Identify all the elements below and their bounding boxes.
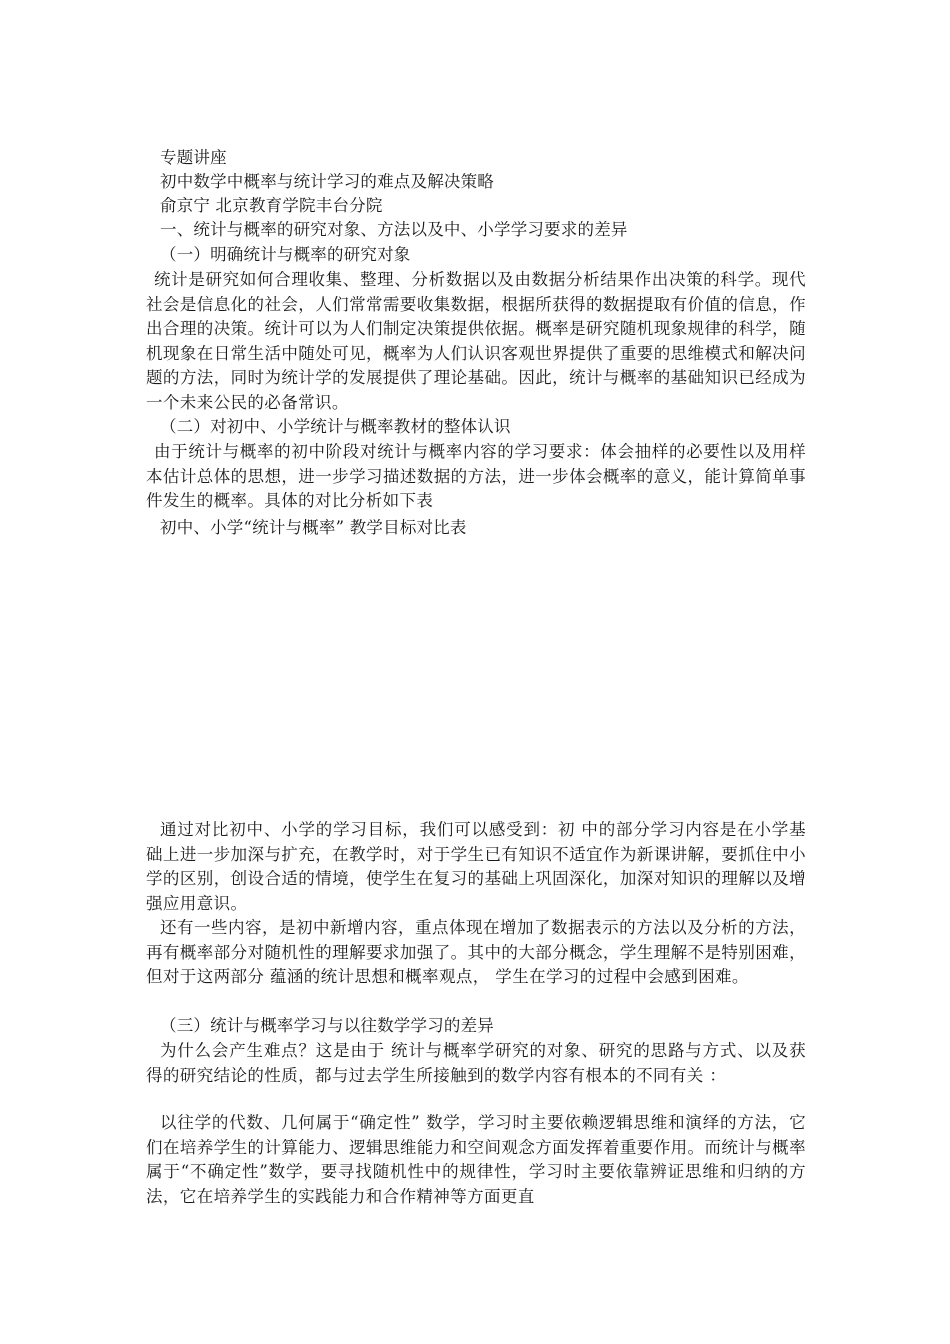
table-caption: 初中、小学“统计与概率” 教学目标对比表 bbox=[160, 518, 467, 537]
paragraph-5: 为什么会产生难点？这是由于 统计与概率学研究的对象、研究的思路与方式、以及获得的研究结论的性质，都与过去学生所接触到的数学内容有根本的不同有关 ： bbox=[146, 1041, 806, 1085]
paragraph-1: 统计是研究如何合理收集、整理、分析数据以及由数据分析结果作出决策的科学。现代社会是信息化的社会，人们常常需要收集数据，根据所获得的数据提取有价值的信息，作出合理的决策。统计可以为人们制定决策提供依据。概率是研究随机现象规律的科学，随机现象在日常生活中随处可见，概率为人们认识客观世界提供了重要的思维模式和解决问题的方法，同时为统计学的发展提供了理论基础。因此，统计与概率的基础知识已经成为一个未来公民的必备常识。 bbox=[146, 270, 806, 412]
column-label: 专题讲座 bbox=[160, 148, 227, 167]
paragraph-3: 通过对比初中、小学的学习目标，我们可以感受到：初 中的部分学习内容是在小学基础上进一步加深与扩充，在教学时，对于学生已有知识不适宜作为新课讲解，要抓住中小学的区别，创设合适的情境，使学生在复习的基础上巩固深化，加深对知识的理解以及增强应用意识。 bbox=[146, 820, 806, 913]
author-line: 俞京宁 北京教育学院丰台分院 bbox=[160, 196, 383, 215]
paragraph-6: 以往学的代数、几何属于“确定性” 数学，学习时主要依赖逻辑思维和演绎的方法，它们在培养学生的计算能力、逻辑思维能力和空间观念方面发挥着重要作用。而统计与概率属于“不确定性”数学，要寻找随机性中的规律性，学习时主要依靠辨证思维和归纳的方法，它在培养学生的实践能力和合作精神等方面更直 bbox=[146, 1113, 806, 1206]
section-1-heading: 一、统计与概率的研究对象、方法以及中、小学学习要求的差异 bbox=[160, 220, 628, 239]
subsection-1-heading: （一）明确统计与概率的研究对象 bbox=[160, 245, 411, 264]
subsection-2-heading: （二）对初中、小学统计与概率教材的整体认识 bbox=[160, 417, 511, 436]
paragraph-4: 还有一些内容，是初中新增内容，重点体现在增加了数据表示的方法以及分析的方法，再有概率部分对随机性的理解要求加强了。其中的大部分概念，学生理解不是特别困难，但对于这两部分 蕴涵的统计思想和概率观点， 学生在学习的过程中会感到困难。 bbox=[146, 918, 806, 986]
document-title: 初中数学中概率与统计学习的难点及解决策略 bbox=[160, 172, 494, 191]
subsection-3-heading: （三）统计与概率学习与以往数学学习的差异 bbox=[160, 1016, 494, 1035]
table-placeholder bbox=[146, 548, 806, 808]
paragraph-2: 由于统计与概率的初中阶段对统计与概率内容的学习要求：体会抽样的必要性以及用样本估计总体的思想，进一步学习描述数据的方法，进一步体会概率的意义，能计算简单事件发生的概率。具体的对比分析如下表 bbox=[146, 442, 806, 510]
